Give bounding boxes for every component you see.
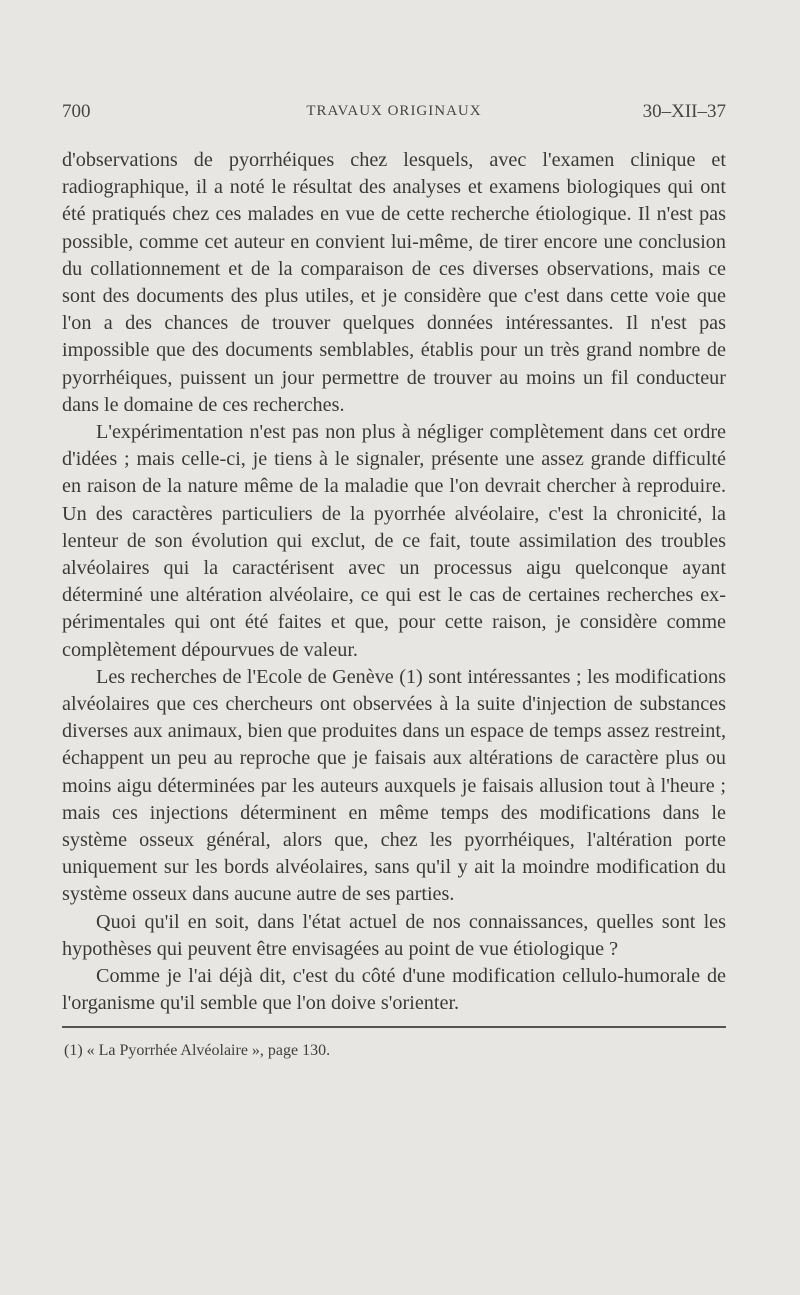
running-head: [62, 95, 726, 125]
book-page: [62, 95, 726, 1061]
body-text: [62, 147, 726, 1018]
footnote: (1) « La Pyorrhée Alvéolaire », page 130.: [64, 1041, 331, 1059]
paragraph-1: d'observations de pyorrhéiques chez lesquels, avec l'examen clinique et radiographique, il a noté le résultat des analyses et examens biologiques qui ont été pratiqués chez ces malades en vue de cette recherche étiologique. Il n'est pas possible, comme cet auteur en convient lui-même, de tirer encore une conclusion du collationnement et de la comparaison de ces diverses observations, mais ce sont des documents des plus utiles, et je considère que c'est dans cette voie que l'on a des chances de trouver quelques données intéressantes. Il n'est pas impossible que des documents semblables, établis pour un très grand nombre de pyorrhéiques, puissent un jour permettre de trouver au moins un fil conducteur dans le domaine de ces recherches.: [62, 149, 726, 416]
paragraph-5: Comme je l'ai déjà dit, c'est du côté d'une modification cellulo-humorale de l'organisme qu'il semble que l'on doive s'orienter.: [62, 965, 726, 1015]
paragraph-4: Quoi qu'il en soit, dans l'état actuel de nos connaissances, quelles sont les hypothèses qui peuvent être envisagées au point de vue étiologique ?: [62, 910, 726, 960]
paragraph-3: Les recherches de l'Ecole de Genève (1) sont intéressantes ; les modifications alvéolaires que ces chercheurs ont observées à la suite d'injection de substances diverses aux animaux, bien que produites dans un espace de temps assez restreint, échappent un peu au reproche que je faisais aux altérations de caractère plus ou moins aigu déterminées par les auteurs auxquels je faisais allusion tout à l'heure ; mais ces injections déterminent en même temps des modifications dans le système osseux général, alors que, chez les pyorrhéiques, l'altération porte uniquement sur les bords alvéolaires, sans qu'il y ait la moindre modification du système osseux dans aucune autre de ses parties.: [62, 665, 726, 906]
running-title: TRAVAUX ORIGINAUX: [306, 103, 482, 119]
page-number: 700: [62, 101, 91, 122]
footnote-divider: [62, 1026, 726, 1028]
issue-date: 30–XII–37: [642, 101, 726, 122]
paragraph-2: L'expérimentation n'est pas non plus à négliger complètement dans cet ordre d'idées ; mais celle-ci, je tiens à le signaler, présente une assez grande difficulté en raison de la nature même de la maladie que l'on devrait chercher à reproduire. Un des caractères particuliers de la pyorrhée alvéolaire, c'est la chronicité, la lenteur de son évolution qui exclut, de ce fait, toute assimilation des troubles alvéolaires qui la caractérisent avec un processus aigu quelconque ayant déterminé une altération alvéolaire, ce qui est le cas de certaines recherches expérimentales qui ont été faites et que, pour cette raison, je considère comme complètement dépourvues de valeur.: [62, 421, 726, 661]
